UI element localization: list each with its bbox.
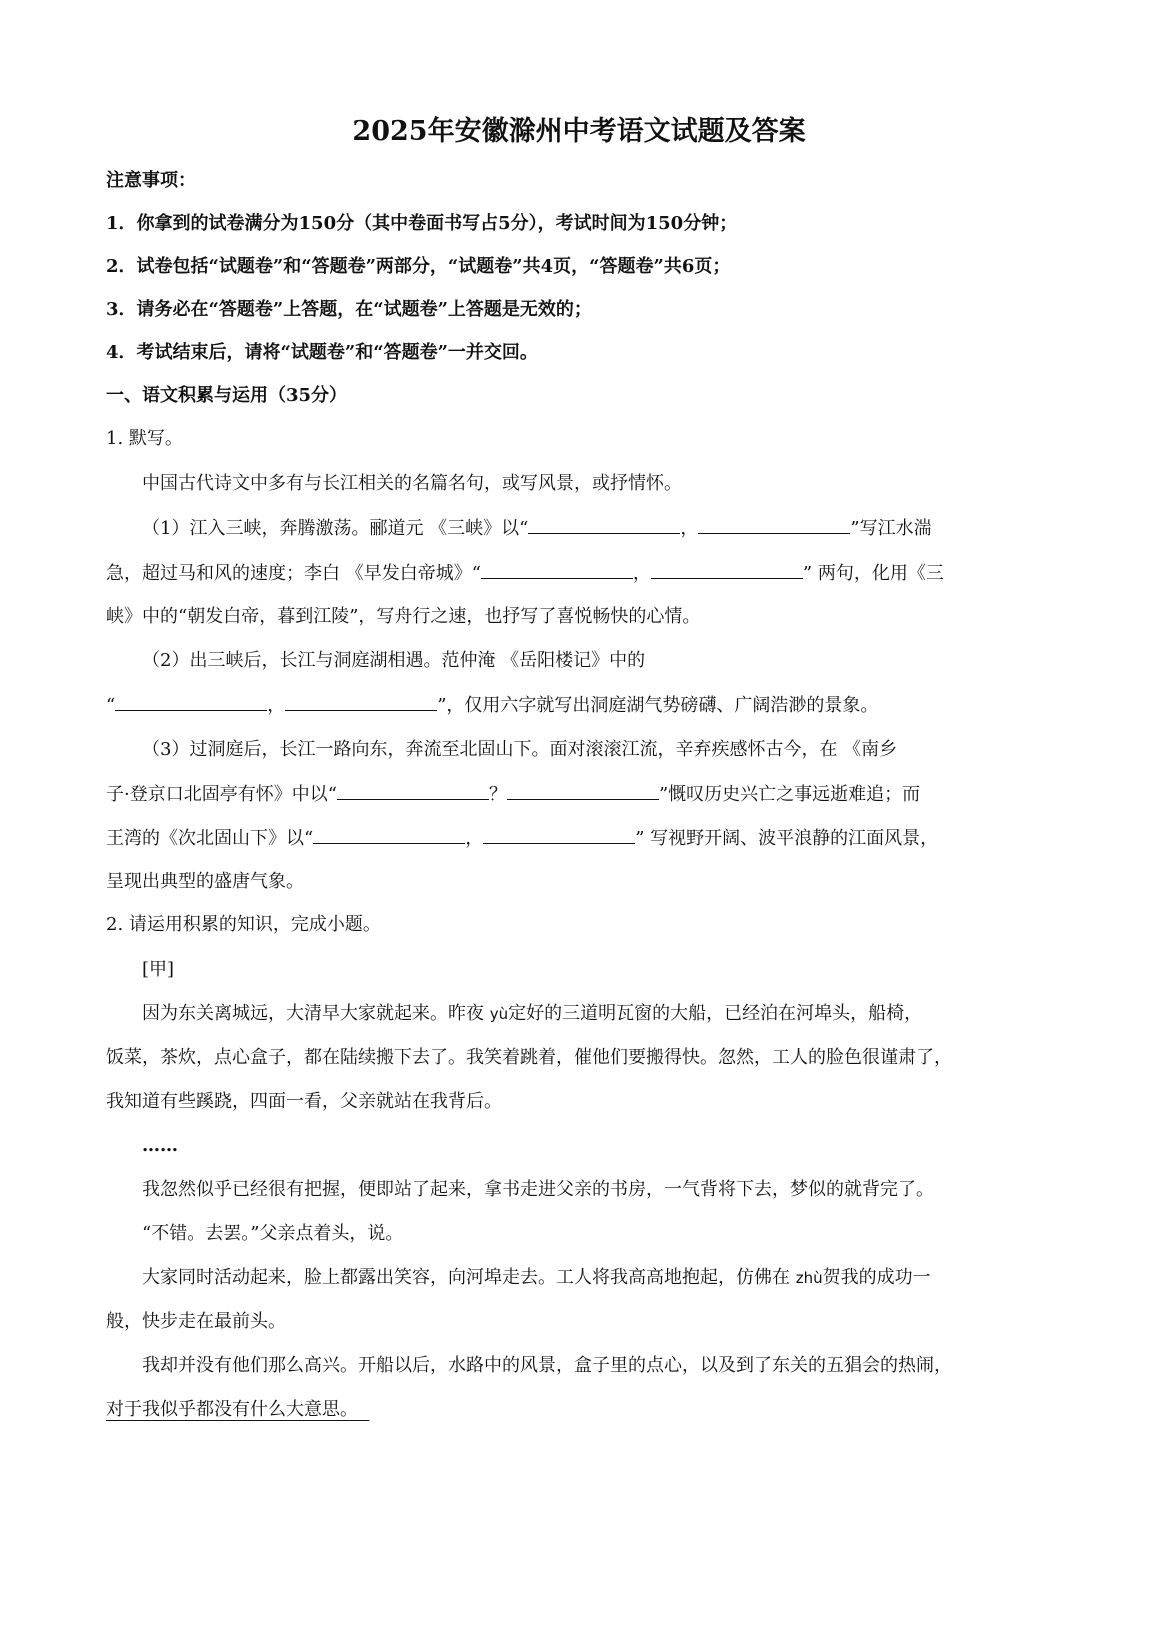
question-1-part-2-line-1: （2）出三峡后，长江与洞庭湖相遇。范仲淹 《岳阳楼记》中的: [142, 650, 646, 671]
pinyin-annotation: yù: [489, 1005, 509, 1023]
question-1-part-3-line-1: （3）过洞庭后，长江一路向东，奔流至北固山下。面对滚滚江流，辛弃疾感怀古今，在 《南乡: [142, 739, 898, 760]
pinyin-annotation: zhù: [795, 1269, 823, 1287]
question-2-label: 2. 请运用积累的知识，完成小题。: [106, 914, 381, 935]
passage-line: 大家同时活动起来，脸上都露出笑容，向河埠走去。工人将我高高地抱起，仿佛在 zhù贺我的成功一: [142, 1267, 931, 1288]
question-1-label: 1. 默写。: [106, 428, 183, 449]
passage-line: 我忽然似乎已经很有把握，便即站了起来，拿书走进父亲的书房，一气背将下去，梦似的就背完了。: [142, 1179, 934, 1200]
passage-line: 我却并没有他们那么高兴。开船以后，水路中的风景，盒子里的点心，以及到了东关的五猖会的热闹，: [142, 1355, 952, 1376]
passage-line: 饭菜，茶炊，点心盒子，都在陆续搬下去了。我笑着跳着，催他们要搬得快。忽然，工人的脸色很谨肃了，: [106, 1047, 952, 1068]
question-1-part-1-line-1: （1）江入三峡，奔腾激荡。郦道元 《三峡》以“ ， ”写江水湍: [142, 515, 932, 542]
question-1-part-3-line-4: 呈现出典型的盛唐气象。: [106, 871, 304, 892]
notice-item-2: 2．试卷包括“试题卷”和“答题卷”两部分，“试题卷”共4页，“答题卷”共6页；: [106, 256, 731, 277]
question-1-part-3-line-2: 子·登京口北固亭有怀》中以“ ？ ”慨叹历史兴亡之事远逝难追；而: [106, 781, 920, 808]
passage-line: 般，快步走在最前头。: [106, 1311, 286, 1332]
notice-item-3: 3．请务必在“答题卷”上答题，在“试题卷”上答题是无效的；: [106, 299, 592, 320]
answer-blank[interactable]: [115, 692, 267, 711]
answer-blank[interactable]: [651, 560, 803, 579]
answer-blank[interactable]: [337, 781, 489, 800]
section-heading: 一、语文积累与运用（35分）: [106, 385, 348, 406]
notice-item-1: 1．你拿到的试卷满分为150分（其中卷面书写占5分），考试时间为150分钟；: [106, 213, 738, 234]
passage-line: “不错。去罢。”父亲点着头，说。: [142, 1223, 404, 1244]
passage-line: 我知道有些蹊跷，四面一看，父亲就站在我背后。: [106, 1091, 502, 1112]
answer-blank[interactable]: [313, 825, 465, 844]
notice-heading: 注意事项：: [106, 170, 196, 191]
question-1-intro: 中国古代诗文中多有与长江相关的名篇名句，或写风景，或抒情怀。: [142, 473, 682, 494]
question-1-part-3-line-3: 王湾的《次北固山下》以“ ， ” 写视野开阔、波平浪静的江面风景，: [106, 825, 938, 852]
answer-blank[interactable]: [698, 515, 850, 534]
passage-label-jia: [甲]: [142, 959, 175, 980]
answer-blank[interactable]: [481, 560, 633, 579]
page-title: 2025年安徽滁州中考语文试题及答案: [352, 116, 806, 147]
notice-item-4: 4．考试结束后，请将“试题卷”和“答题卷”一并交回。: [106, 342, 538, 363]
answer-blank[interactable]: [285, 692, 437, 711]
answer-blank[interactable]: [528, 515, 680, 534]
passage-line: 因为东关离城远，大清早大家就起来。昨夜 yù定好的三道明瓦窗的大船，已经泊在河埠头，船椅，: [142, 1003, 923, 1024]
answer-blank[interactable]: [507, 781, 659, 800]
question-1-part-2-line-2: “ ， ”，仅用六字就写出洞庭湖气势磅礴、广阔浩渺的景象。: [106, 692, 878, 719]
question-1-part-1-line-2: 急，超过马和风的速度；李白 《早发白帝城》“ ， ” 两句，化用《三: [106, 560, 944, 587]
question-1-part-1-line-3: 峡》中的“朝发白帝，暮到江陵”，写舟行之速，也抒写了喜悦畅快的心情。: [106, 606, 701, 627]
underlined-sentence: 对于我似乎都没有什么大意思。: [106, 1399, 358, 1420]
answer-blank[interactable]: [483, 825, 635, 844]
passage-ellipsis: ……: [142, 1135, 178, 1156]
